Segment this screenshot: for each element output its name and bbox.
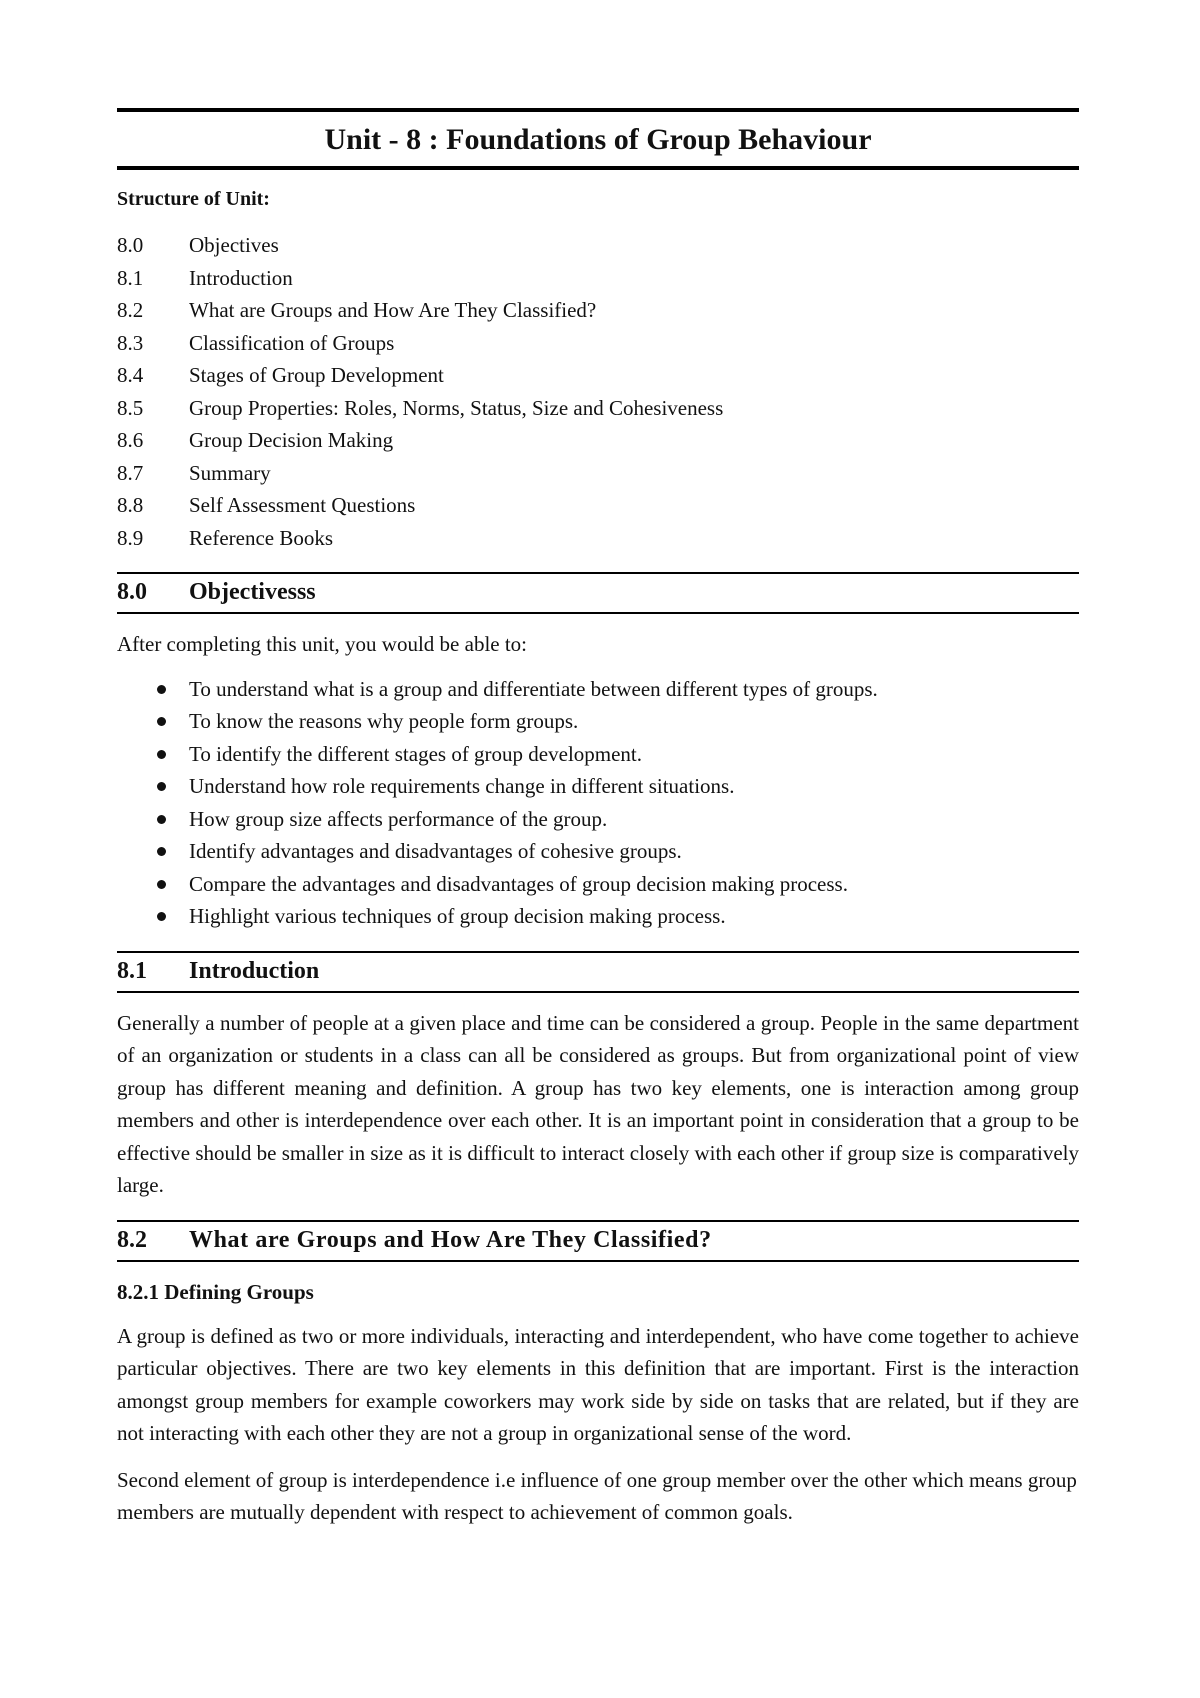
objective-text: To identify the different stages of group development. bbox=[189, 741, 643, 766]
toc-number: 8.8 bbox=[117, 493, 144, 517]
toc-item bbox=[117, 327, 1079, 360]
toc-label: Self Assessment Questions bbox=[189, 493, 416, 517]
toc-label: Group Decision Making bbox=[189, 428, 394, 452]
toc-number: 8.4 bbox=[117, 363, 144, 387]
objective-text: How group size affects performance of the group. bbox=[189, 806, 608, 831]
section-number: 8.2 bbox=[117, 1226, 147, 1253]
bullet-icon bbox=[157, 685, 166, 694]
toc-item bbox=[117, 262, 1079, 295]
objective-text: To understand what is a group and differentiate between different types of groups. bbox=[189, 676, 878, 701]
bullet-icon bbox=[157, 847, 166, 856]
objective-text: Compare the advantages and disadvantages of group decision making process. bbox=[189, 871, 848, 896]
objective-item bbox=[157, 868, 1079, 901]
bullet-icon bbox=[157, 912, 166, 921]
unit-structure-list bbox=[117, 229, 1079, 554]
section-title: Objectivesss bbox=[189, 579, 316, 605]
toc-number: 8.9 bbox=[117, 525, 144, 550]
objective-text: Highlight various techniques of group decision making process. bbox=[189, 904, 726, 928]
document-page bbox=[117, 108, 1079, 1529]
objective-text: Identify advantages and disadvantages of cohesive groups. bbox=[189, 839, 682, 863]
unit-title-block bbox=[117, 108, 1079, 170]
toc-number: 8.0 bbox=[117, 233, 144, 257]
subsection-heading-defining-groups: 8.2.1 Defining Groups bbox=[117, 1279, 314, 1304]
bullet-icon bbox=[157, 782, 166, 791]
defining-groups-paragraph-2: Second element of group is interdependence i.e influence of one group member over the other which means group members are mutually dependent with respect to achievement of common goals. bbox=[117, 1467, 1077, 1524]
toc-item bbox=[117, 424, 1079, 457]
section-number: 8.0 bbox=[117, 579, 147, 605]
bullet-icon bbox=[157, 717, 166, 726]
toc-item bbox=[117, 392, 1079, 425]
toc-number: 8.6 bbox=[117, 428, 144, 452]
objective-item bbox=[157, 705, 1079, 738]
toc-label: Objectives bbox=[189, 233, 279, 257]
defining-groups-paragraph-1: A group is defined as two or more individuals, interacting and interdependent, who have come together to achieve particular objectives. There are two key elements in this definition that are important. First is the interaction amongst group members for example coworkers may work side by side on tasks that are related, but if they are not interacting with each other they are not a group in organizational sense of the word. bbox=[117, 1323, 1079, 1445]
section-heading-objectives bbox=[117, 572, 1079, 614]
objective-item bbox=[157, 673, 1079, 706]
objective-item bbox=[157, 770, 1079, 803]
toc-label: What are Groups and How Are They Classified? bbox=[189, 298, 597, 322]
toc-item bbox=[117, 294, 1079, 327]
objective-text: Understand how role requirements change in different situations. bbox=[189, 774, 735, 798]
section-title: Introduction bbox=[189, 957, 320, 984]
toc-label: Stages of Group Development bbox=[189, 363, 444, 387]
toc-number: 8.1 bbox=[117, 265, 144, 290]
toc-item bbox=[117, 489, 1079, 522]
toc-number: 8.2 bbox=[117, 298, 144, 322]
objective-item bbox=[157, 738, 1079, 771]
structure-label: Structure of Unit: bbox=[117, 188, 270, 210]
toc-label: Classification of Groups bbox=[189, 330, 395, 355]
toc-number: 8.3 bbox=[117, 330, 144, 355]
bullet-icon bbox=[157, 750, 166, 759]
bullet-icon bbox=[157, 815, 166, 824]
objective-item bbox=[157, 835, 1079, 868]
toc-label: Summary bbox=[189, 460, 271, 485]
toc-label: Group Properties: Roles, Norms, Status, Size and Cohesiveness bbox=[189, 395, 724, 420]
introduction-paragraph: Generally a number of people at a given place and time can be considered a group. People in the same department of an organization or students in a class can all be considered as groups. But from organizational point of view group has different meaning and definition. A group has two key elements, one is interaction among group members and other is interdependence over each other. It is an important point in consideration that a group to be effective should be smaller in size as it is difficult to interact closely with each other if group size is comparatively large. bbox=[117, 1010, 1079, 1197]
toc-item bbox=[117, 359, 1079, 392]
unit-title: Unit - 8 : Foundations of Group Behaviour bbox=[324, 123, 872, 156]
objective-text: To know the reasons why people form groups. bbox=[189, 709, 579, 733]
section-heading-introduction bbox=[117, 951, 1079, 993]
section-heading-groups bbox=[117, 1220, 1079, 1262]
toc-item bbox=[117, 522, 1079, 555]
objective-item bbox=[157, 900, 1079, 933]
toc-item bbox=[117, 229, 1079, 262]
toc-label: Reference Books bbox=[189, 525, 334, 550]
toc-item bbox=[117, 457, 1079, 490]
toc-number: 8.7 bbox=[117, 460, 144, 485]
objectives-list bbox=[117, 673, 1079, 933]
section-number: 8.1 bbox=[117, 957, 147, 984]
bullet-icon bbox=[157, 880, 166, 889]
section-title: What are Groups and How Are They Classified? bbox=[189, 1226, 712, 1253]
objective-item bbox=[157, 803, 1079, 836]
toc-label: Introduction bbox=[189, 265, 293, 290]
objectives-intro: After completing this unit, you would be able to: bbox=[117, 632, 528, 656]
toc-number: 8.5 bbox=[117, 395, 144, 420]
